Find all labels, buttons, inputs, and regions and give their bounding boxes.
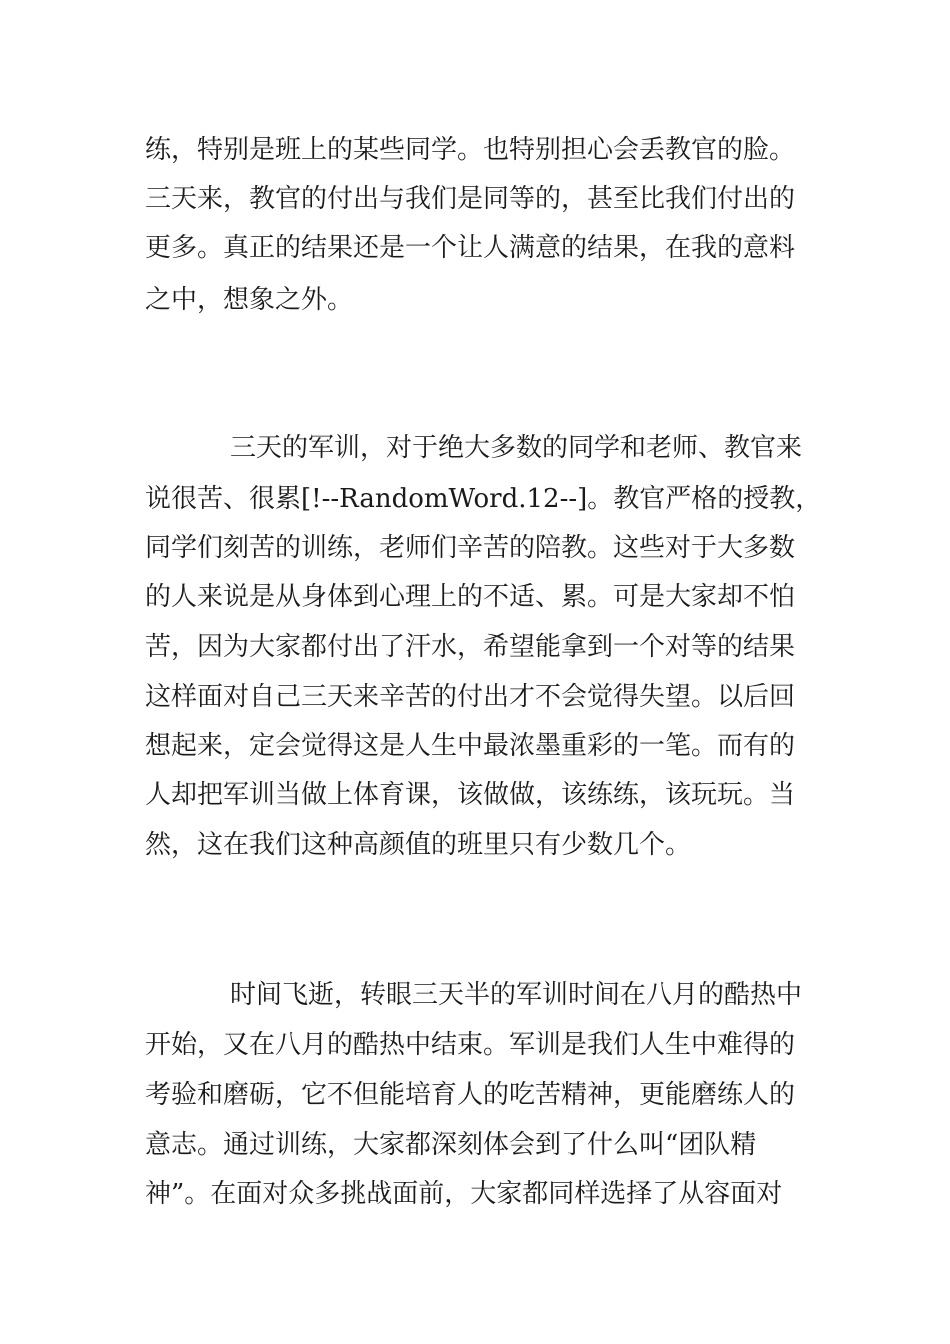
text-line: 人却把军训当做上体育课，该做做，该练练，该玩玩。当 xyxy=(145,780,796,810)
text-line: 这样面对自己三天来辛苦的付出才不会觉得失望。以后回 xyxy=(145,682,796,712)
text-line: 开始，又在八月的酷热中结束。军训是我们人生中难得的 xyxy=(145,1030,796,1060)
text-line: 三天来，教官的付出与我们是同等的，甚至比我们付出的 xyxy=(145,184,796,214)
text-line: 考验和磨砺，它不但能培育人的吃苦精神，更能磨练人的 xyxy=(145,1080,796,1110)
text-line: 意志。通过训练，大家都深刻体会到了什么叫“团队精 xyxy=(145,1130,757,1160)
text-line: 然，这在我们这种高颜值的班里只有少数几个。 xyxy=(145,830,692,860)
text-line: 之中，想象之外。 xyxy=(145,285,354,315)
text-line: 同学们刻苦的训练，老师们辛苦的陪教。这些对于大多数 xyxy=(145,533,796,563)
text-line: 更多。真正的结果还是一个让人满意的结果，在我的意料 xyxy=(145,233,796,263)
text-line: 说很苦、很累[!--RandomWord.12--]。教官严格的授教， xyxy=(145,484,822,514)
text-line: 想起来，定会觉得这是人生中最浓墨重彩的一笔。而有的 xyxy=(145,731,796,761)
text-line: 的人来说是从身体到心理上的不适、累。可是大家却不怕 xyxy=(145,582,796,612)
text-line: 神”。在面对众多挑战面前，大家都同样选择了从容面对 xyxy=(145,1179,783,1209)
text-line: 三天的军训，对于绝大多数的同学和老师、教官来 xyxy=(230,433,803,463)
text-line: 时间飞逝，转眼三天半的军训时间在八月的酷热中 xyxy=(230,980,803,1010)
text-line: 苦，因为大家都付出了汗水，希望能拿到一个对等的结果 xyxy=(145,632,796,662)
text-line: 练，特别是班上的某些同学。也特别担心会丢教官的脸。 xyxy=(145,135,796,165)
